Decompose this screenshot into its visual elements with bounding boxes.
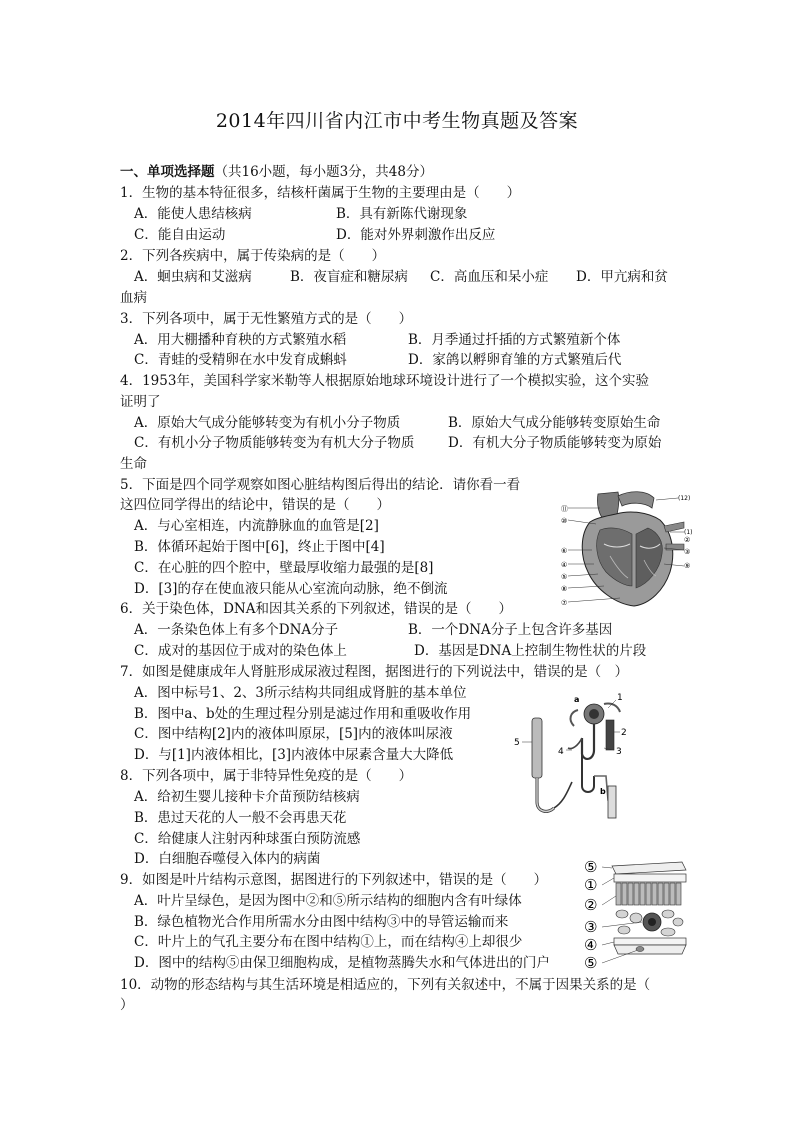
nephron-label-3: 3 [616,747,622,757]
question-6-option-d: D．基因是DNA上控制生物性状的片段 [414,643,647,659]
question-4-option-b: B．原始大气成分能够转变原始生命 [448,415,661,431]
question-7-option-c: C．图中结构[2]内的液体叫原尿，[5]内的液体叫尿液 [134,726,453,742]
heart-label-11: ⑪ [561,505,568,513]
section-heading-note: （共16小题，每小题3分，共48分） [214,164,433,180]
leaf-label-bottom-5: ⑤ [584,954,598,972]
section-heading-label: 一、单项选择题 [120,164,215,180]
question-8-stem: 8．下列各项中，属于非特异性免疫的是（ ） [120,768,413,784]
question-5-stem-cont: 这四位同学得出的结论中，错误的是（ ） [120,497,390,513]
question-10-stem-cont: ） [120,997,134,1013]
question-5-option-c: C．在心脏的四个腔中，壁最厚收缩力最强的是[8] [134,560,434,576]
question-7-option-a: A．图中标号1、2、3所示结构共同组成肾脏的基本单位 [134,685,467,701]
leaf-label-top-5: ⑤ [584,858,598,876]
question-4-option-a: A．原始大气成分能够转变为有机小分子物质 [134,415,401,431]
question-4-stem: 4．1953年，美国科学家米勒等人根据原始地球环境设计进行了一个模拟实验，这个实验 [120,373,649,389]
question-2-option-d: D．甲亢病和贫 [576,269,668,285]
question-2-continuation: 血病 [120,290,147,306]
question-6-option-b: B．一个DNA分子上包含许多基因 [408,622,613,638]
heart-label-9: ⑨ [684,562,691,570]
nephron-label-a: a [574,695,580,704]
question-8-option-d: D．白细胞吞噬侵入体内的病菌 [134,851,321,867]
question-2-option-b: B．夜盲症和糖尿病 [290,269,408,285]
question-5-option-b: B．体循环起始于图中[6]，终止于图中[4] [134,539,385,555]
question-9-option-d: D．图中的结构⑤由保卫细胞构成，是植物蒸腾失水和气体进出的门户 [134,955,550,971]
question-9-option-c: C．叶片上的气孔主要分布在图中结构①上，而在结构④上却很少 [134,934,523,950]
heart-label-10: ⑩ [561,517,568,525]
leaf-label-3: ③ [584,918,598,936]
question-2-stem: 2．下列各疾病中，属于传染病的是（ ） [120,248,386,264]
question-6-option-c: C．成对的基因位于成对的染色体上 [134,643,347,659]
question-4-continuation: 生命 [120,456,147,472]
question-5-option-a: A．与心室相连，内流静脉血的血管是[2] [134,518,379,534]
question-1-stem: 1．生物的基本特征很多，结核杆菌属于生物的主要理由是（ ） [120,185,521,201]
question-1-option-d: D．能对外界刺激作出反应 [336,227,496,243]
heart-label-4: ④ [561,561,568,569]
question-3-option-d: D．家鸽以孵卵育雏的方式繁殖后代 [408,352,622,368]
section-heading [120,163,433,181]
question-9-stem: 9．如图是叶片结构示意图，据图进行的下列叙述中，错误的是（ ） [120,872,548,888]
heart-label-5: ⑤ [561,573,568,581]
question-3-option-b: B．月季通过扦插的方式繁殖新个体 [408,332,621,348]
question-4-option-c: C．有机小分子物质能够转变为有机大分子物质 [134,435,415,451]
question-6-option-a: A．一条染色体上有多个DNA分子 [134,622,339,638]
heart-label-6: ⑥ [561,547,568,555]
question-9-option-a: A．叶片呈绿色，是因为图中②和⑤所示结构的细胞内含有叶绿体 [134,893,522,909]
question-8-option-a: A．给初生婴儿接种卡介苗预防结核病 [134,789,360,805]
nephron-figure [508,690,638,830]
question-7-stem: 7．如图是健康成年人肾脏形成尿液过程图，据图进行的下列说法中，错误的是（ ） [120,664,629,680]
leaf-structure-figure [582,856,692,972]
question-7-option-b: B．图中a、b处的生理过程分别是滤过作用和重吸收作用 [134,706,472,722]
question-8-option-c: C．给健康人注射丙种球蛋白预防流感 [134,831,361,847]
question-3-option-a: A．用大棚播种育秧的方式繁殖水稻 [134,332,347,348]
heart-label-8: ⑧ [561,585,568,593]
page-title: 2014年四川省内江市中考生物真题及答案 [215,110,579,132]
question-7-option-d: D．与[1]内液体相比，[3]内液体中尿素含量大大降低 [134,747,454,763]
leaf-label-2: ② [584,896,598,914]
leaf-label-1: ① [584,876,598,894]
question-6-stem: 6．关于染色体，DNA和因其关系的下列叙述，错误的是（ ） [120,601,512,617]
question-4-stem-cont: 证明了 [120,394,161,410]
heart-structure-figure [560,486,700,612]
question-3-option-c: C．青蛙的受精卵在水中发育成蝌蚪 [134,352,347,368]
nephron-label-2: 2 [621,728,627,738]
nephron-label-5: 5 [514,738,520,748]
nephron-label-4: 4 [558,747,564,757]
question-1-option-a: A．能使人患结核病 [134,206,252,222]
question-1-option-b: B．具有新陈代谢现象 [336,206,468,222]
heart-label-1: (1) [684,529,693,536]
question-1-option-c: C．能自由运动 [134,227,226,243]
question-10-stem: 10．动物的形态结构与其生活环境是相适应的，下列有关叙述中，不属于因果关系的是（ [120,977,651,993]
question-2-option-a: A．蛔虫病和艾滋病 [134,269,252,285]
question-2-option-c: C．高血压和呆小症 [430,269,549,285]
question-9-option-b: B．绿色植物光合作用所需水分由图中结构③中的导管运输而来 [134,914,509,930]
heart-label-12: (12) [678,495,691,502]
question-8-option-b: B．患过天花的人一般不会再患天花 [134,810,347,826]
question-3-stem: 3．下列各项中，属于无性繁殖方式的是（ ） [120,311,413,327]
nephron-label-1: 1 [617,693,623,703]
heart-label-2: ② [684,536,691,544]
leaf-label-4: ④ [584,936,598,954]
nephron-label-b: b [600,787,606,796]
question-4-option-d: D．有机大分子物质能够转变为原始 [448,435,662,451]
question-5-option-d: D．[3]的存在使血液只能从心室流向动脉，绝不倒流 [134,581,448,597]
heart-label-3: ③ [684,548,691,556]
question-5-stem: 5．下面是四个同学观察如图心脏结构图后得出的结论．请你看一看 [120,477,521,493]
heart-label-7: ⑦ [561,599,568,607]
